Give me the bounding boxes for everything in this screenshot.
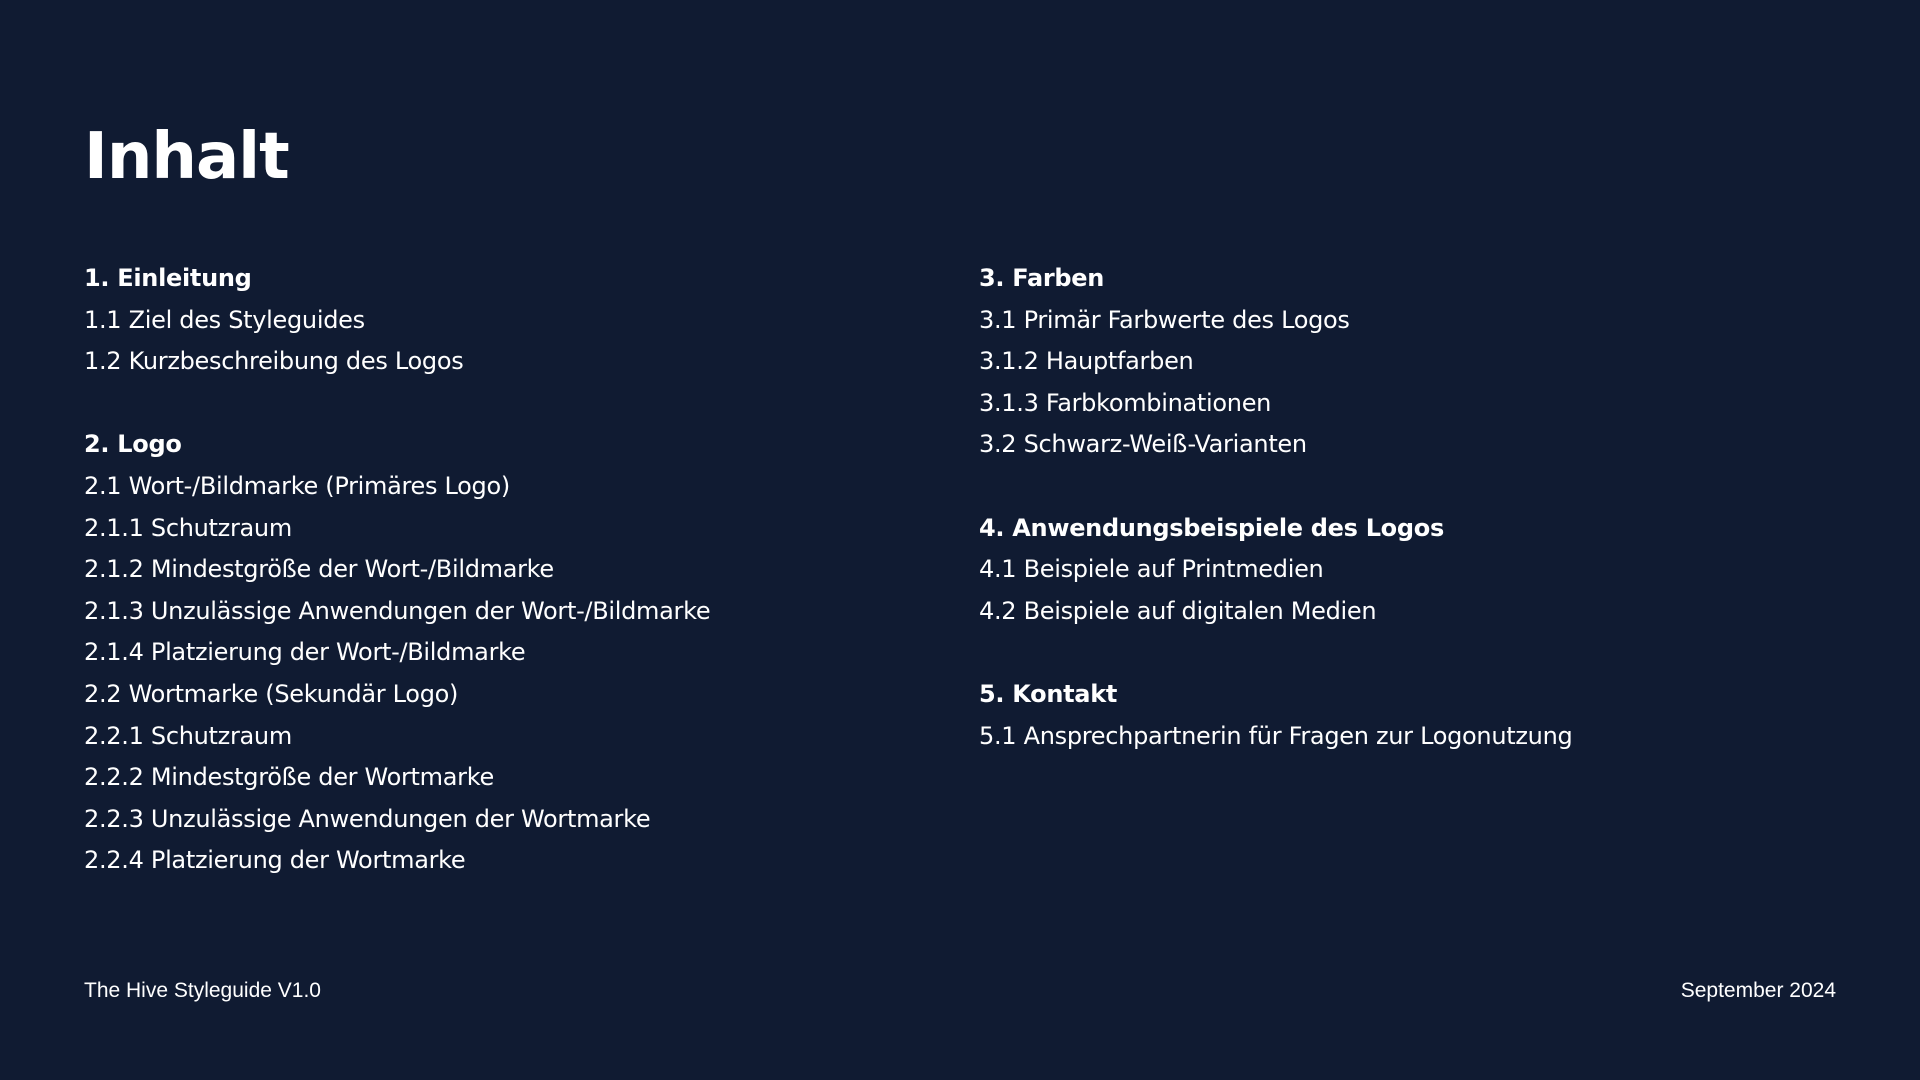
toc-item[interactable]: 2.1.4 Platzierung der Wort-/Bildmarke (84, 638, 526, 667)
page-title: Inhalt (84, 120, 289, 194)
toc-item[interactable]: 1.2 Kurzbeschreibung des Logos (84, 347, 464, 376)
toc-section-logo (84, 424, 710, 882)
toc-item[interactable]: 4.2 Beispiele auf digitalen Medien (979, 596, 1377, 625)
toc-heading[interactable]: 2. Logo (84, 430, 182, 459)
toc-item[interactable]: 2.2.2 Mindestgröße der Wortmarke (84, 763, 494, 792)
toc-section-farben (979, 258, 1572, 466)
toc-section-kontakt (979, 674, 1572, 757)
toc-item[interactable]: 2.1.2 Mindestgröße der Wort-/Bildmarke (84, 555, 554, 584)
toc-item[interactable]: 2.1 Wort-/Bildmarke (Primäres Logo) (84, 471, 510, 500)
toc-section-einleitung (84, 258, 710, 383)
toc-item[interactable]: 2.1.1 Schutzraum (84, 513, 292, 542)
toc-heading[interactable]: 3. Farben (979, 264, 1105, 292)
toc-item[interactable]: 5.1 Ansprechpartnerin für Fragen zur Logonutzung (979, 721, 1573, 750)
toc-heading[interactable]: 4. Anwendungsbeispiele des Logos (979, 513, 1444, 542)
toc-heading[interactable]: 1. Einleitung (84, 264, 252, 292)
toc-item[interactable]: 3.1.3 Farbkombinationen (979, 388, 1272, 417)
footer-document-title: The Hive Styleguide V1.0 (84, 979, 321, 1002)
toc-item[interactable]: 2.2.3 Unzulässige Anwendungen der Wortmarke (84, 804, 651, 833)
toc-item[interactable]: 2.2 Wortmarke (Sekundär Logo) (84, 679, 459, 708)
toc-column-right (979, 258, 1572, 799)
toc-item[interactable]: 1.1 Ziel des Styleguides (84, 305, 365, 334)
toc-item[interactable]: 3.1 Primär Farbwerte des Logos (979, 305, 1350, 334)
toc-heading[interactable]: 5. Kontakt (979, 679, 1118, 708)
toc-item[interactable]: 3.2 Schwarz-Weiß-Varianten (979, 430, 1307, 459)
toc-column-left (84, 258, 710, 924)
toc-item[interactable]: 2.2.4 Platzierung der Wortmarke (84, 846, 466, 875)
toc-section-anwendungsbeispiele (979, 508, 1572, 633)
toc-item[interactable]: 4.1 Beispiele auf Printmedien (979, 555, 1324, 584)
toc-item[interactable]: 2.1.3 Unzulässige Anwendungen der Wort-/Bildmarke (84, 596, 711, 625)
footer-date: September 2024 (1680, 979, 1836, 1002)
toc-item[interactable]: 3.1.2 Hauptfarben (979, 347, 1194, 376)
toc-item[interactable]: 2.2.1 Schutzraum (84, 721, 292, 750)
